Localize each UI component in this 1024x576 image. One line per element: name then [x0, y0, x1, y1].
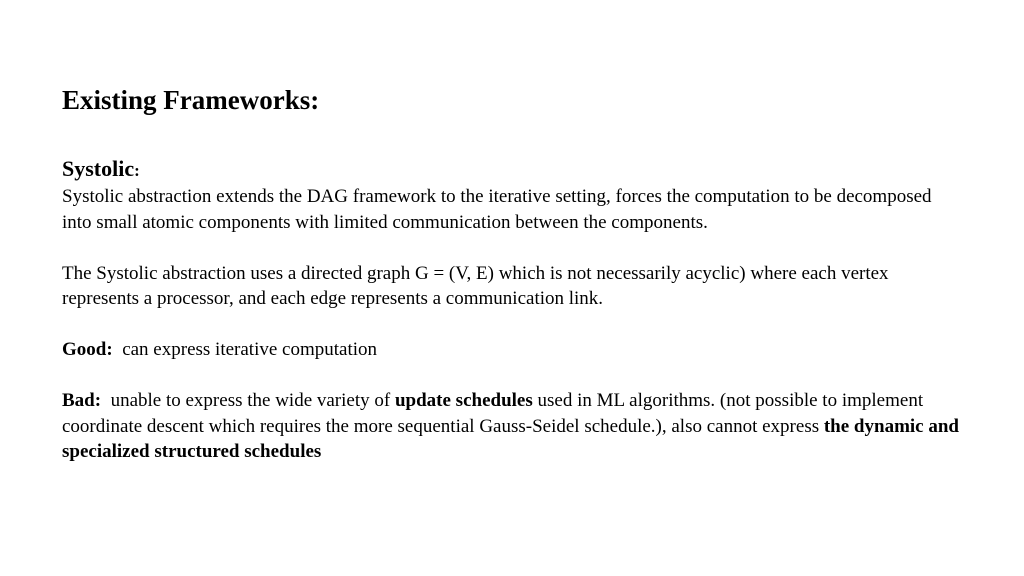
bad-emphasis-dynamic-schedules: the dynamic and specialized structured schedules	[62, 415, 959, 462]
bad-line	[62, 388, 962, 465]
slide-title: Existing Frameworks:	[62, 85, 320, 115]
bad-text-before: unable to express the wide variety of	[110, 390, 391, 411]
slide-body	[62, 156, 962, 465]
bad-emphasis-update-schedules: update schedules	[394, 390, 533, 411]
good-text: can express iterative computation	[122, 339, 378, 360]
spacer	[62, 235, 962, 261]
systolic-paragraph-2: The Systolic abstraction uses a directed graph G = (V, E) which is not necessarily acyclic) where each vertex represents a processor, and each edge represents a communication link.	[62, 262, 889, 309]
systolic-heading	[62, 156, 962, 184]
systolic-paragraph-1: Systolic abstraction extends the DAG framework to the iterative setting, forces the computation to be decomposed into small atomic components with limited communication between the components.	[62, 186, 932, 233]
bad-label: Bad:	[62, 390, 102, 411]
systolic-heading-text: Systolic	[62, 156, 135, 181]
good-line	[62, 337, 962, 363]
good-label: Good:	[62, 339, 113, 360]
spacer	[62, 312, 962, 338]
bad-text-middle: used in ML algorithms. (not possible to implement coordinate descent which requires the more sequential Gauss-Seidel schedule.), also cannot express	[62, 390, 924, 437]
systolic-heading-colon: :	[134, 161, 140, 180]
spacer	[62, 363, 962, 389]
